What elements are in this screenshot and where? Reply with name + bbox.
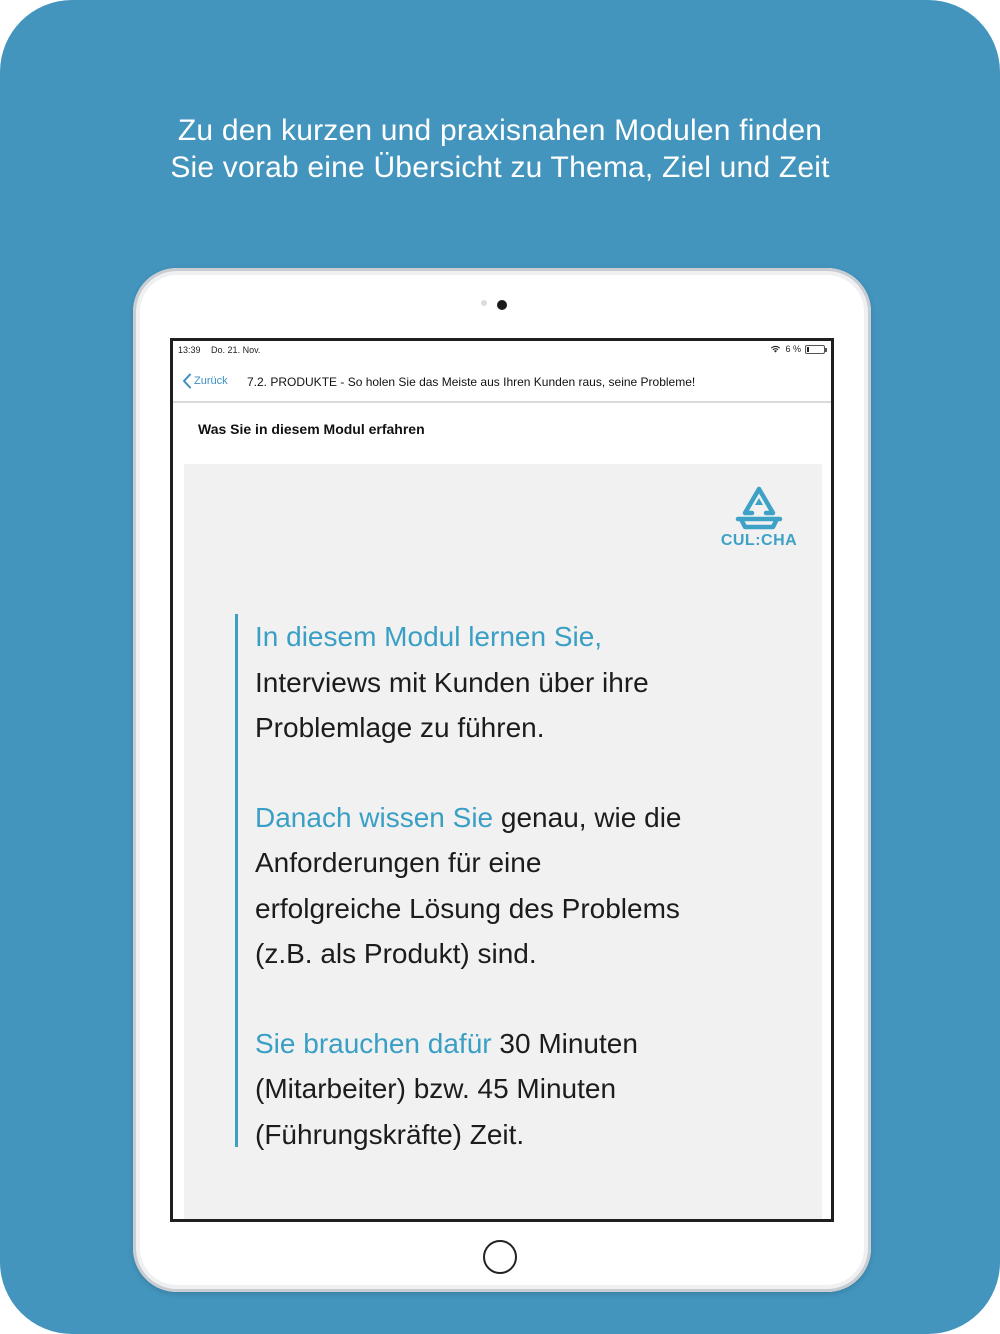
- outcome-line-3: erfolgreiche Lösung des Problems: [255, 892, 680, 924]
- learn-heading: In diesem Modul lernen Sie,: [255, 621, 603, 652]
- module-description: [235, 614, 795, 1150]
- culcha-logo: [714, 486, 804, 556]
- wifi-icon: [770, 345, 781, 353]
- home-button[interactable]: [483, 1240, 517, 1274]
- duration-heading: Sie brauchen dafür: [255, 1027, 492, 1059]
- navigation-bar: [173, 363, 831, 403]
- ipad-camera: [497, 300, 507, 310]
- app-screen: [170, 338, 834, 1222]
- duration-line-2: (Mitarbeiter) bzw. 45 Minuten: [255, 1073, 617, 1104]
- learn-line-3: Problemlage zu führen.: [255, 712, 545, 743]
- headline-line-2: Sie vorab eine Übersicht zu Thema, Ziel und Zeit: [170, 151, 830, 184]
- module-overview-card: [184, 464, 822, 1222]
- status-bar: [173, 341, 831, 359]
- duration-line-1: 30 Minuten: [491, 1027, 638, 1059]
- status-date: Do. 21. Nov.: [211, 345, 261, 355]
- chevron-left-icon: [182, 373, 192, 389]
- back-label: Zurück: [194, 375, 228, 387]
- battery-percent: 6 %: [785, 344, 801, 354]
- back-button[interactable]: [182, 370, 228, 392]
- duration-line-3: (Führungskräfte) Zeit.: [255, 1118, 525, 1150]
- paragraph-duration: [255, 1021, 795, 1158]
- paragraph-learn: [255, 614, 795, 751]
- outcome-line-1: genau, wie die: [493, 801, 682, 833]
- logo-text: CUL:CHA: [720, 532, 798, 549]
- learn-line-2: Interviews mit Kunden über ihre: [255, 666, 649, 698]
- promo-headline: [0, 112, 1000, 186]
- module-title: 7.2. PRODUKTE - So holen Sie das Meiste aus Ihren Kunden raus, seine Probleme!: [247, 375, 696, 389]
- outcome-heading: Danach wissen Sie: [255, 801, 494, 833]
- ipad-sensor: [481, 300, 487, 306]
- battery-icon: [805, 345, 825, 354]
- section-title: Was Sie in diesem Modul erfahren: [198, 421, 425, 437]
- headline-line-1: Zu den kurzen und praxisnahen Modulen finden: [177, 114, 823, 147]
- paragraph-outcome: [255, 795, 795, 977]
- status-time: 13:39: [178, 345, 201, 355]
- outcome-line-2: Anforderungen für eine: [255, 847, 542, 878]
- culcha-logo-icon: [714, 486, 804, 532]
- outcome-line-4: (z.B. als Produkt) sind.: [255, 938, 537, 969]
